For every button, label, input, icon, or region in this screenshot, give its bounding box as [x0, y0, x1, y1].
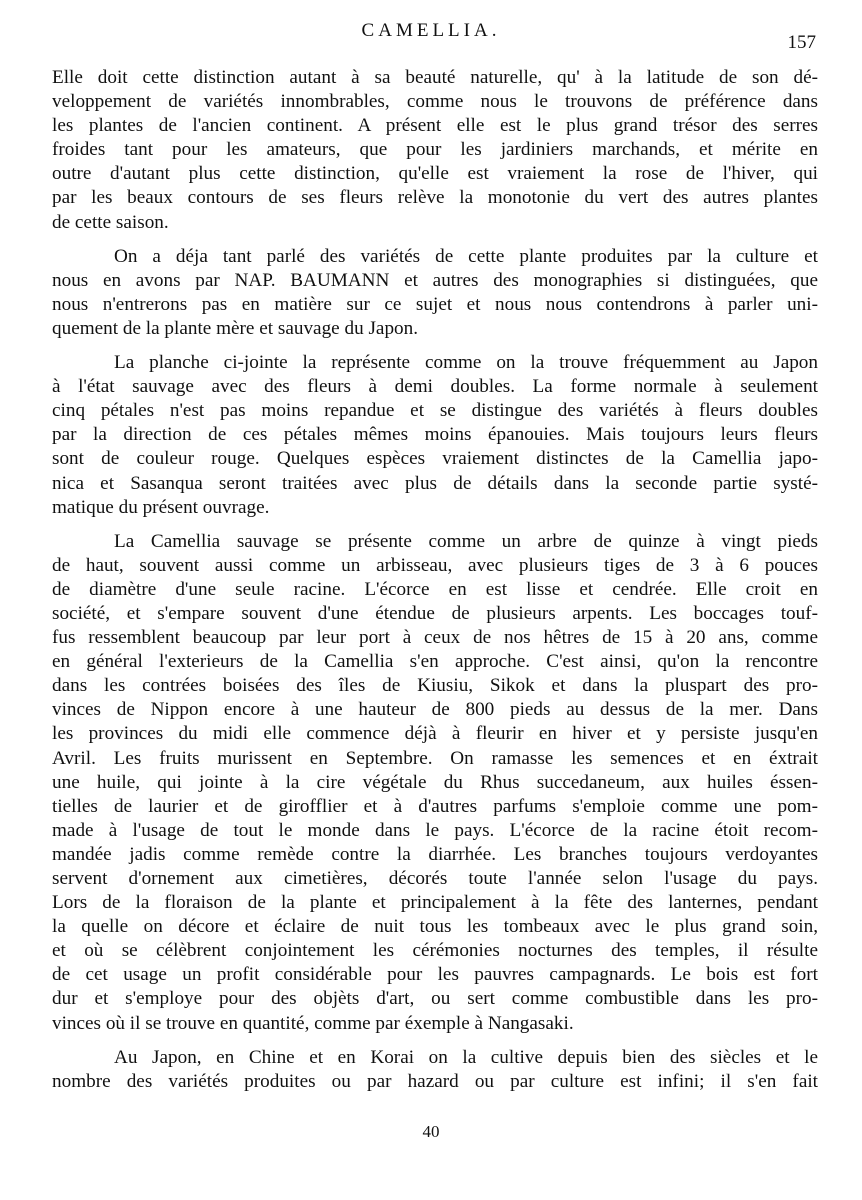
text-line: vinces où il se trouve en quantité, comme par éxemple à Nangasaki. [52, 1012, 574, 1034]
text-line: vinces de Nippon encore à une hauteur de 800 pieds au dessus de la mer. Dans [52, 699, 818, 721]
text-line: On a déja tant parlé des variétés de cette plante produites par la culture et [114, 245, 818, 267]
text-line: nombre des variétés produites ou par hazard ou par culture est infini; il s'en fait [52, 1070, 818, 1092]
text-line: Elle doit cette distinction autant à sa beauté naturelle, qu' à la latitude de son dé- [52, 67, 818, 88]
text-line: les plantes de l'ancien continent. A présent elle est le plus grand trésor des serres [52, 115, 818, 137]
text-line: servent d'ornement aux cimetières, décorés toute l'année selon l'usage du pays. [52, 868, 818, 889]
text-line: société, et s'empare souvent d'une étendue de plusieurs arpents. Les boccages touf- [52, 602, 818, 624]
text-line: La Camellia sauvage se présente comme un arbre de quinze à vingt pieds [114, 530, 818, 552]
text-line: Avril. Les fruits murissent en Septembre. On ramasse les semences et en éxtrait [52, 747, 818, 769]
text-line: et où se célèbrent conjointement les cérémonies nocturnes des temples, il résulte [52, 940, 818, 962]
signature-mark: 40 [422, 1122, 440, 1141]
text-line: tielles de laurier et de girofflier et à d'autres parfums s'emploie comme une pom- [52, 795, 818, 817]
text-line: de cet usage un profit considérable pour les pauvres campagnards. Le bois est fort [52, 964, 818, 986]
text-line: nous n'entrerons pas en matière sur ce sujet et nous nous contendrons à parler uni- [52, 293, 818, 315]
text-line: par la direction de ces pétales mêmes moins épanouies. Mais toujours leurs fleurs [52, 424, 818, 446]
text-line: froides tant pour les amateurs, que pour les jardiniers marchands, et mérite en [52, 139, 818, 161]
text-line: par les beaux contours de ses fleurs relève la monotonie du vert des autres plantes [52, 187, 818, 209]
paragraph-2 [52, 245, 818, 341]
paragraph-1 [52, 66, 818, 235]
text-line: matique du présent ouvrage. [52, 496, 270, 518]
running-title: CAMELLIA. [361, 20, 501, 41]
text-line: La planche ci-jointe la représente comme on la trouve fréquemment au Japon [114, 352, 818, 374]
paragraph-5 [52, 1046, 818, 1094]
text-line: une huile, qui jointe à la cire végétale du Rhus succedaneum, aux huiles éssen- [52, 771, 818, 793]
body-text [52, 66, 818, 1094]
text-line: sont de couleur rouge. Quelques espèces vraiement distinctes de la Camellia japo- [52, 448, 818, 470]
paragraph-4 [52, 530, 818, 1036]
text-line: les provinces du midi elle commence déjà à fleurir en hiver et y persiste jusqu'en [52, 723, 818, 745]
text-line: dans les contrées boisées des îles de Kiusiu, Sikok et dans la pluspart des pro- [52, 675, 818, 697]
text-line: de cette saison. [52, 211, 169, 233]
text-line: nous en avons par NAP. BAUMANN et autres des monographies si distinguées, que [52, 269, 818, 291]
text-line: fus ressemblent beaucoup par leur port à ceux de nos hêtres de 15 à 20 ans, comme [52, 627, 818, 649]
text-line: dur et s'employe pour des objèts d'art, ou sert comme combustible dans les pro- [52, 988, 818, 1010]
text-line: outre d'autant plus cette distinction, qu'elle est vraiement la rose de l'hiver, qui [52, 163, 818, 185]
text-line: de haut, souvent aussi comme un arbisseau, avec plusieurs tiges de 3 à 6 pouces [52, 554, 818, 576]
text-line: made à l'usage de tout le monde dans le pays. L'écorce de la racine étoit recom- [52, 819, 818, 841]
text-line: Au Japon, en Chine et en Korai on la cultive depuis bien des siècles et le [114, 1046, 818, 1068]
text-line: veloppement de variétés innombrables, comme nous le trouvons de préférence dans [52, 91, 818, 113]
text-line: nica et Sasanqua seront traitées avec plus de détails dans la seconde partie systé- [52, 472, 818, 494]
page-number: 157 [787, 32, 816, 53]
text-line: de diamètre d'une seule racine. L'écorce en est lisse et cendrée. Elle croit en [52, 578, 818, 600]
text-line: Lors de la floraison de la plante et principalement à la fête des lanternes, pendant [52, 892, 818, 914]
text-line: en général l'exterieurs de la Camellia s'en approche. C'est ainsi, qu'on la rencontre [52, 651, 818, 673]
text-line: quement de la plante mère et sauvage du Japon. [52, 317, 419, 339]
paragraph-3 [52, 351, 818, 520]
text-line: cinq pétales n'est pas moins repandue et se distingue des variétés à fleurs doubles [52, 400, 818, 422]
text-line: mandée jadis comme remède contre la diarrhée. Les branches toujours verdoyantes [52, 843, 818, 865]
text-line: à l'état sauvage avec des fleurs à demi doubles. La forme normale à seulement [52, 376, 818, 398]
text-line: la quelle on décore et éclaire de nuit tous les tombeaux avec le plus grand soin, [52, 916, 818, 938]
